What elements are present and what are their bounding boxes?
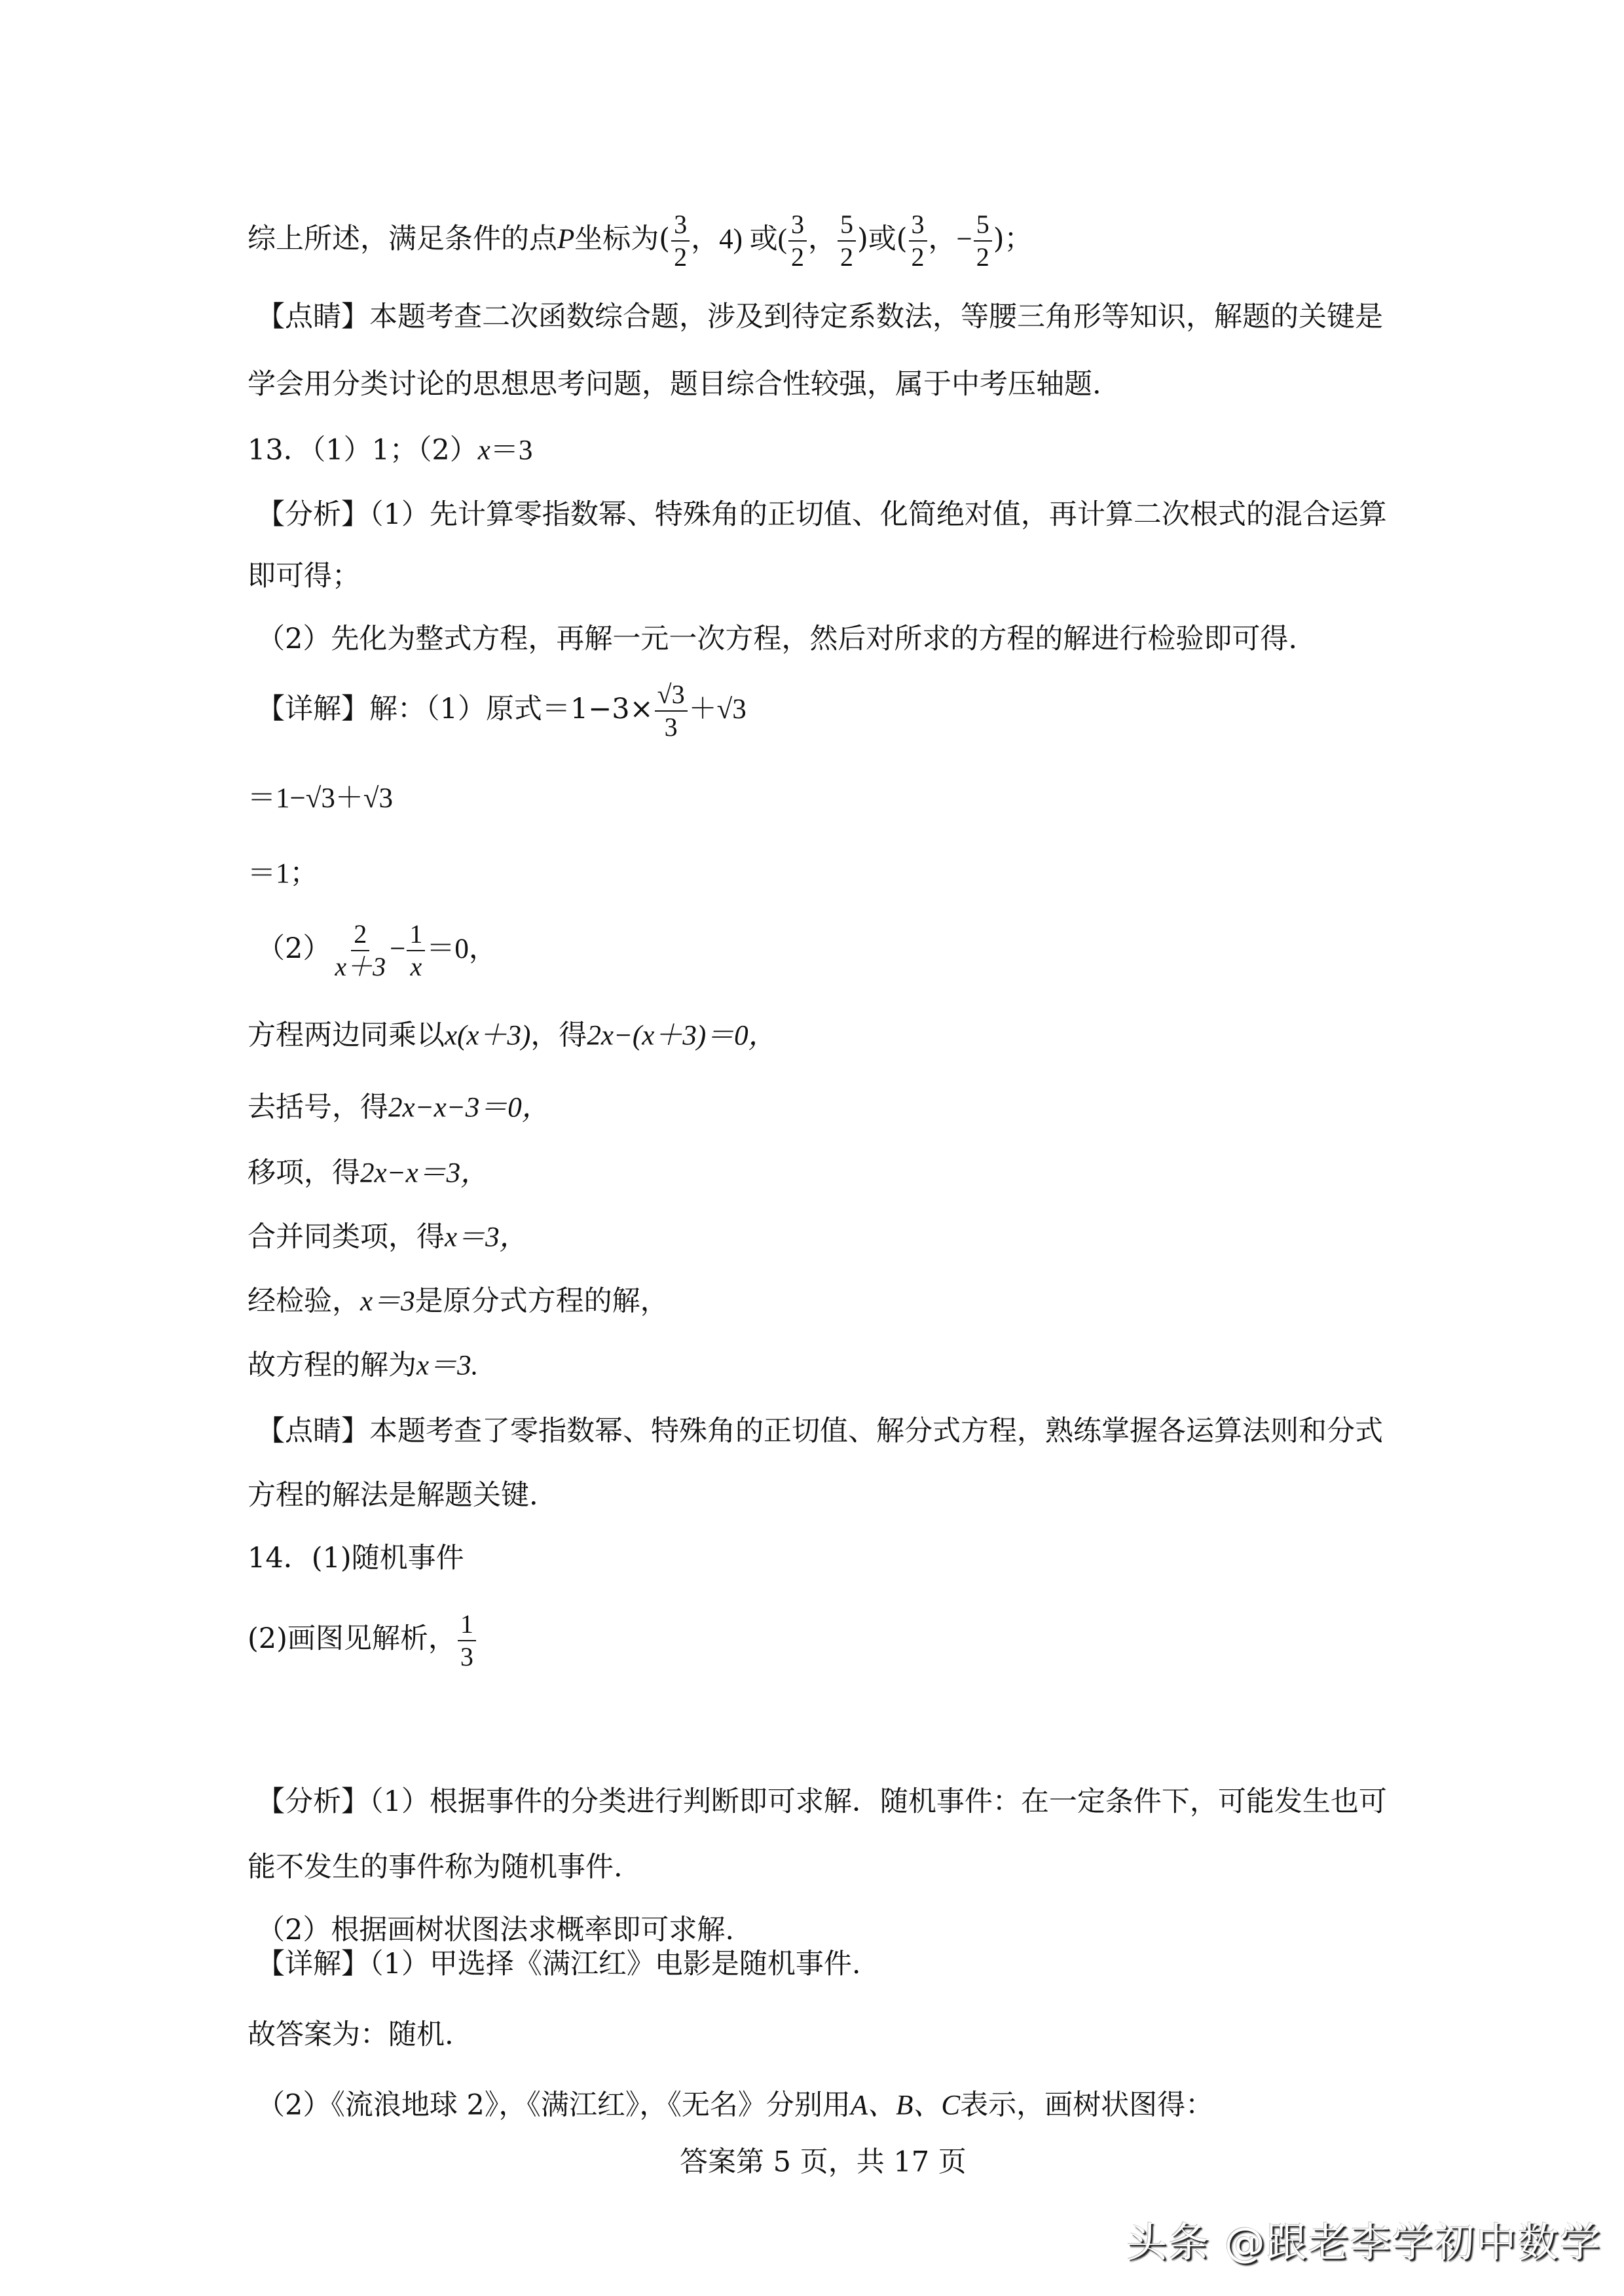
text: 表示，画树状图得： (960, 2088, 1214, 2122)
analysis-tag: 【分析】 (257, 498, 369, 531)
denominator: x (410, 952, 422, 981)
denominator: 3 (664, 712, 678, 742)
comment-tag: 【点睛】 (257, 301, 369, 333)
text: ， (807, 223, 836, 255)
text: 合并同类项，得 (248, 1220, 445, 1254)
numerator: 3 (788, 210, 807, 242)
text: 解：（1）原式＝1−3× (369, 693, 654, 725)
detail-tag: 【详解】 (257, 693, 369, 725)
text: （2）《流浪地球 2》，《满江红》，《无名》分别用 (257, 2088, 851, 2122)
fraction (788, 210, 807, 272)
text: ＝0， (426, 934, 497, 964)
numerator: 1 (458, 1610, 476, 1641)
q14-detail-line1 (257, 1944, 861, 1984)
q13-analysis-line1 (257, 495, 1387, 534)
denominator: 2 (911, 242, 925, 272)
denominator: 2 (674, 242, 688, 272)
detail-tag: 【详解】 (257, 1948, 369, 1980)
q13-step-multiply (248, 1016, 777, 1056)
text: 4) 或( (719, 224, 787, 255)
numerator: 5 (838, 210, 856, 242)
watermark: 头条 @跟老李学初中数学 (1126, 2218, 1602, 2267)
q13-part2-equation (257, 920, 497, 981)
text: 去括号，得 (248, 1091, 388, 1124)
q14-detail-line3 (257, 2086, 1213, 2126)
text: 是原分式方程的解， (415, 1285, 669, 1318)
text: )； (993, 223, 1033, 255)
text: 移项，得 (248, 1156, 360, 1190)
text: ，得 (530, 1019, 587, 1052)
q13-step-combine (248, 1218, 528, 1258)
math-vars: A、B、C (850, 2090, 961, 2121)
page-footer: 答案第 5 页，共 17 页 (680, 2145, 967, 2179)
text: ， (691, 223, 720, 255)
denominator: x＋3 (335, 952, 386, 981)
fraction (838, 210, 856, 272)
q12-comment-line1 (257, 297, 1383, 337)
fraction (974, 210, 992, 272)
text: 本题考查二次函数综合题，涉及到待定系数法，等腰三角形等知识，解题的关键是 (369, 301, 1383, 333)
comment-tag: 【点睛】 (257, 1415, 369, 1448)
var-p: P (557, 224, 575, 255)
q13-step-final (248, 1346, 478, 1386)
text: ， (928, 223, 957, 255)
analysis-tag: 【分析】 (257, 1785, 369, 1818)
text: （2） (257, 932, 331, 965)
math: 2x−x＝3， (360, 1157, 489, 1189)
text: ＝3 (490, 435, 533, 466)
numerator: 5 (974, 210, 992, 242)
denominator: 3 (460, 1642, 473, 1671)
text: 故方程的解为 (248, 1349, 416, 1382)
q13-step-brackets (248, 1088, 550, 1128)
q13-comment-line1 (257, 1412, 1383, 1451)
math: 2x−x−3＝0， (388, 1092, 550, 1123)
math: 2x−(x＋3)＝0， (587, 1020, 777, 1051)
denominator: 2 (976, 242, 989, 272)
q14-answer2 (248, 1610, 477, 1671)
numerator: √3 (655, 680, 688, 712)
text: 方程两边同乘以 (248, 1019, 445, 1052)
numerator: 2 (351, 920, 369, 951)
q12-conclusion-line (248, 210, 1033, 272)
q14-detail-line2: 故答案为：随机. (248, 2018, 454, 2051)
text: 13．（1）1；（2） (248, 433, 478, 467)
numerator: 3 (909, 210, 927, 242)
numerator: 1 (407, 920, 425, 951)
text: ＋√3 (688, 694, 747, 725)
text: − (390, 934, 406, 964)
q13-detail-line1 (257, 680, 747, 742)
text: − (956, 224, 972, 255)
q13-analysis-line2: 即可得； (248, 560, 360, 592)
q13-step-move (248, 1154, 489, 1194)
numerator: 3 (671, 210, 690, 242)
text: (2)画图见解析， (248, 1622, 456, 1655)
q14-analysis-line3: （2）根据画树状图法求概率即可求解. (257, 1914, 735, 1946)
q13-step2: ＝1−√3＋√3 (248, 783, 393, 814)
math: x(x＋3) (445, 1020, 531, 1051)
math: x＝3， (445, 1222, 528, 1253)
q13-comment-line2: 方程的解法是解题关键. (248, 1479, 538, 1512)
q13-step3: ＝1； (248, 858, 318, 889)
text: )或( (857, 223, 908, 255)
var-x: x (477, 435, 490, 466)
text: 综上所述，满足条件的点 (248, 223, 557, 255)
q13-step-check (248, 1282, 669, 1322)
q13-answer (248, 431, 532, 471)
text: （1）根据事件的分类进行判断即可求解．随机事件：在一定条件下，可能发生也可 (369, 1785, 1387, 1818)
fraction (332, 920, 388, 981)
math: x＝3. (416, 1350, 479, 1381)
denominator: 2 (790, 242, 804, 272)
q13-analysis-line3: （2）先化为整式方程，再解一元一次方程，然后对所求的方程的解进行检验即可得. (257, 623, 1298, 655)
math: x＝3 (360, 1286, 415, 1317)
text: 本题考查了零指数幂、特殊角的正切值、解分式方程，熟练掌握各运算法则和分式 (369, 1415, 1383, 1448)
q12-comment-line2: 学会用分类讨论的思想思考问题，题目综合性较强，属于中考压轴题. (248, 368, 1101, 401)
denominator: 2 (840, 242, 853, 272)
fraction (458, 1610, 476, 1671)
fraction (655, 680, 688, 742)
q14-analysis-line1 (257, 1782, 1387, 1821)
text: 经检验， (248, 1285, 360, 1318)
fraction (671, 210, 690, 272)
text: （1）先计算零指数幂、特殊角的正切值、化简绝对值，再计算二次根式的混合运算 (369, 498, 1387, 531)
q14-analysis-line2: 能不发生的事件称为随机事件. (248, 1851, 623, 1884)
text: 坐标为( (574, 223, 671, 255)
fraction (909, 210, 927, 272)
fraction (407, 920, 425, 981)
text: （1）甲选择《满江红》电影是随机事件. (369, 1948, 861, 1980)
q14-answer1: 14．(1)随机事件 (248, 1542, 464, 1575)
